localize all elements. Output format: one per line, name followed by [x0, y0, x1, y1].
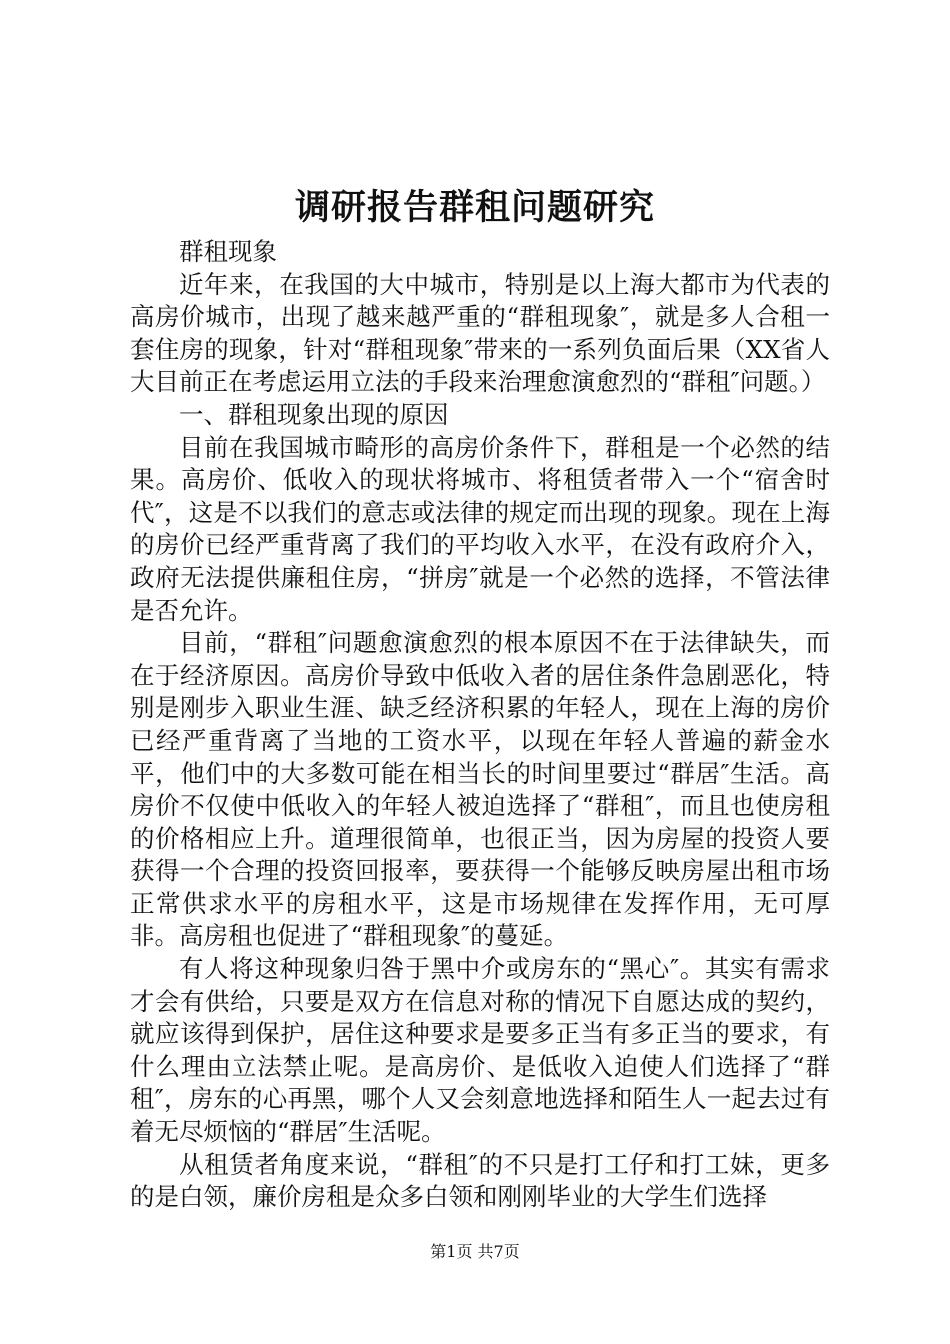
body-paragraph: 从租赁者角度来说，“群租″的不只是打工仔和打工妹，更多的是白领，廉价房租是众多白领和刚刚毕业的大学生们选择	[130, 1149, 830, 1212]
body-paragraph: 目前，“群租″问题愈演愈烈的根本原因不在于法律缺失，而在于经济原因。高房价导致中低收入者的居住条件急剧恶化，特别是刚步入职业生涯、缺乏经济积累的年轻人，现在上海的房价已经严重背离了当地的工资水平，以现在年轻人普遍的薪金水平，他们中的大多数可能在相当长的时间里要过“群居″生活。高房价不仅使中低收入的年轻人被迫选择了“群租″，而且也使房租的价格相应上升。道理很简单，也很正当，因为房屋的投资人要获得一个合理的投资回报率，要获得一个能够反映房屋出租市场正常供求水平的房租水平，这是市场规律在发挥作用，无可厚非。高房租也促进了“群租现象″的蔓延。	[130, 628, 830, 951]
document-title: 调研报告群租问题研究	[294, 187, 655, 228]
section-heading: 一、群租现象出现的原因	[179, 399, 449, 429]
page-number-footer: 第1页 共7页	[430, 1242, 520, 1261]
section-heading: 群租现象	[179, 237, 277, 266]
body-paragraph: 有人将这种现象归咎于黑中介或房东的“黑心″。其实有需求才会有供给，只要是双方在信息对称的情况下自愿达成的契约，就应该得到保护，居住这种要求是要多正当有多正当的要求，有什么理由立法禁止呢。是高房价、是低收入迫使人们选择了“群租″，房东的心再黑，哪个人又会刻意地选择和陌生人一起去过有着无尽烦恼的“群居″生活呢。	[130, 954, 830, 1147]
document-body	[130, 236, 830, 1214]
body-paragraph: 目前在我国城市畸形的高房价条件下，群租是一个必然的结果。高房价、低收入的现状将城市、将租赁者带入一个“宿舍时代″，这是不以我们的意志或法律的规定而出现的现象。现在上海的房价已经严重背离了我们的平均收入水平，在没有政府介入，政府无法提供廉租住房，“拼房″就是一个必然的选择，不管法律是否允许。	[130, 432, 830, 625]
body-paragraph: 近年来，在我国的大中城市，特别是以上海大都市为代表的高房价城市，出现了越来越严重的“群租现象″，就是多人合租一套住房的现象，针对“群租现象″带来的一系列负面后果（XX省人大目前正在考虑运用立法的手段来治理愈演愈烈的“群租″问题。）	[130, 269, 830, 397]
